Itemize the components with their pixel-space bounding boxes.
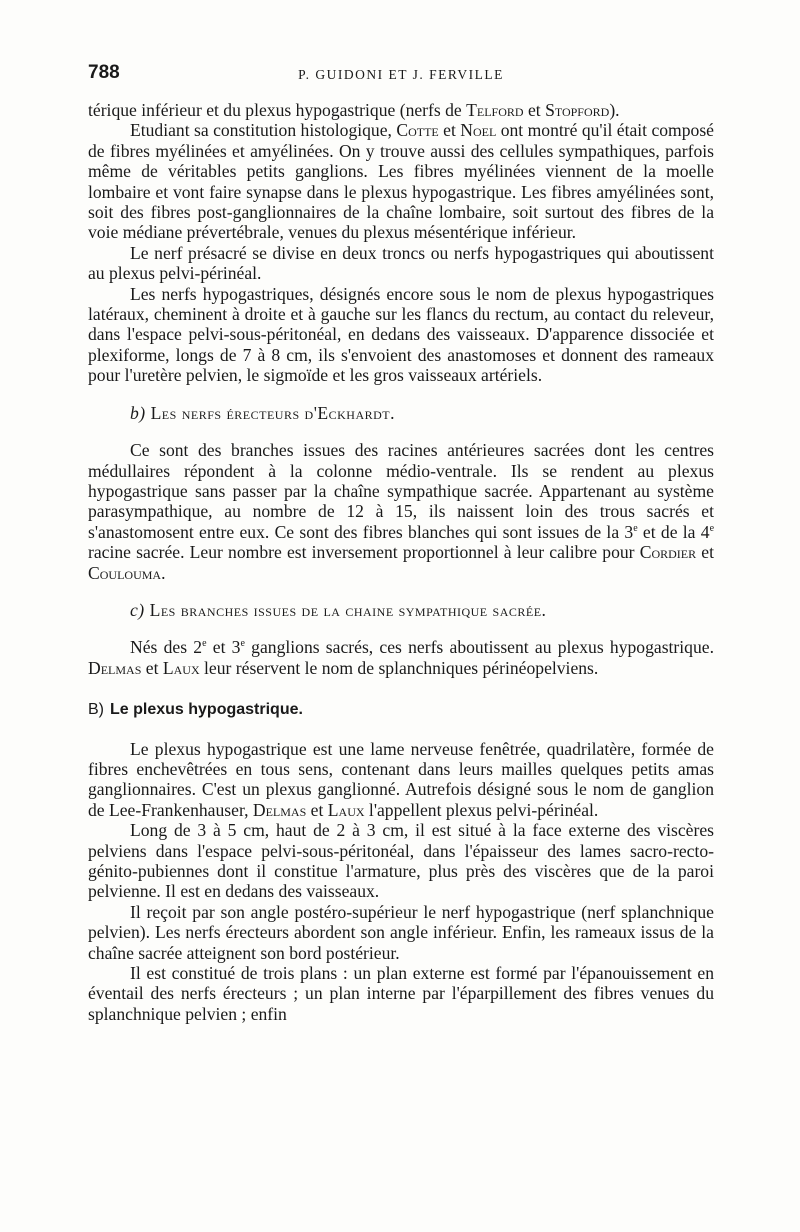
author-name: Coulouma bbox=[88, 562, 162, 583]
author-name: Cotte bbox=[396, 120, 439, 141]
author-name: Laux bbox=[162, 657, 200, 678]
subsection-title: Les nerfs érecteurs d'Eckhardt. bbox=[150, 402, 396, 423]
author-name: Noel bbox=[460, 120, 497, 141]
section-title: Le plexus hypogastrique. bbox=[110, 701, 303, 719]
paragraph: Le plexus hypogastrique est une lame nerveuse fenêtrée, quadrilatère, formée de fibres enchevêtrées en tous sens, contenant dans leurs mailles quelques petits amas ganglionnaires. C'est un plexus ganglionné. Autrefois désigné sous le nom de ganglion de Lee-Frankenhauser, Delmas et Laux l'appellent plexus pelvi-périnéal. bbox=[88, 738, 714, 820]
paragraph: térique inférieur et du plexus hypogastrique (nerfs de Telford et Stopford). bbox=[88, 100, 620, 120]
author-name: Cordier bbox=[639, 542, 697, 563]
paragraph: Le nerf présacré se divise en deux troncs ou nerfs hypogastriques qui aboutissent au plexus pelvi-périnéal. bbox=[88, 242, 714, 284]
body-text bbox=[88, 100, 714, 1024]
paragraph: Long de 3 à 5 cm, haut de 2 à 3 cm, il est situé à la face externe des viscères pelviens dans l'espace pelvi-sous-péritonéal, dans l'épaisseur des lames sacro-recto-génito-pubiennes dont il constitue l'armature, plus près des viscères que de la paroi pelvienne. Il est en dedans des vaisseaux. bbox=[88, 820, 714, 902]
author-name: Telford bbox=[466, 100, 524, 120]
author-name: Delmas bbox=[252, 799, 307, 820]
running-head: P. GUIDONI ET J. FERVILLE bbox=[298, 67, 504, 82]
subsection-heading bbox=[88, 600, 714, 620]
paragraph: Etudiant sa constitution histologique, Cotte et Noel ont montré qu'il était composé de fibres myélinées et amyélinées. On y trouve aussi des cellules sympathiques, parfois même de véritables petits ganglions. Les fibres myélinées viennent de la moelle lombaire et vont faire synapse dans le plexus hypogastrique. Les fibres amyélinées sont, soit des fibres post-ganglionnaires de la chaîne lombaire, soit surtout des fibres de la voie médiane prévertébrale, venues du plexus mésentérique inférieur. bbox=[88, 120, 714, 243]
author-name: Laux bbox=[327, 799, 365, 820]
page-header bbox=[88, 62, 714, 90]
paragraph: Il reçoit par son angle postéro-supérieur le nerf hypogastrique (nerf splanchnique pelvien). Les nerfs érecteurs abordent son angle inférieur. Enfin, les rameaux issus de la chaîne sacrée atteignent son bord postérieur. bbox=[88, 901, 714, 963]
subsection-title: Les branches issues de la chaine sympathique sacrée. bbox=[149, 599, 547, 620]
subsection-label: c) bbox=[130, 599, 145, 620]
paragraph: Il est constitué de trois plans : un plan externe est formé par l'épanouissement en éventail des nerfs érecteurs ; un plan interne par l'éparpillement des fibres venues du splanchnique pelvien ; enfin bbox=[88, 963, 714, 1024]
author-name: Delmas bbox=[88, 657, 142, 678]
paragraph: Les nerfs hypogastriques, désignés encore sous le nom de plexus hypogastriques latéraux, cheminent à droite et à gauche sur les flancs du rectum, au contact du releveur, dans l'espace pelvi-sous-péritonéal, en dedans des vaisseaux. D'apparence dissociée et plexiforme, longs de 7 à 8 cm, ils s'envoient des anastomoses et donnent des rameaux pour l'uretère pelvien, le sigmoïde et les gros vaisseaux artériels. bbox=[88, 283, 714, 386]
section-heading bbox=[88, 700, 714, 720]
author-name: Stopford bbox=[545, 100, 610, 120]
paragraph: Ce sont des branches issues des racines antérieures sacrées dont les centres médullaires répondent à la colonne médio-ventrale. Ils se rendent au plexus hypogastrique sans passer par la chaîne sympathique sacrée. Appartenant au système parasympathique, au nombre de 12 à 15, ils naissent loin des trous sacrés et s'anastomosent entre eux. Ce sont des fibres blanches qui sont issues de la 3e et de la 4e racine sacrée. Leur nombre est inversement proportionnel à leur calibre pour Cordier et Coulouma. bbox=[88, 440, 715, 583]
subsection-label: b) bbox=[130, 402, 146, 423]
paragraph: Nés des 2e et 3e ganglions sacrés, ces nerfs aboutissent au plexus hypogastrique. Delmas et Laux leur réservent le nom de splanchniques périnéopelviens. bbox=[88, 637, 714, 678]
section-label: B) bbox=[88, 701, 104, 719]
subsection-heading bbox=[88, 403, 714, 423]
page-number: 788 bbox=[88, 62, 120, 83]
